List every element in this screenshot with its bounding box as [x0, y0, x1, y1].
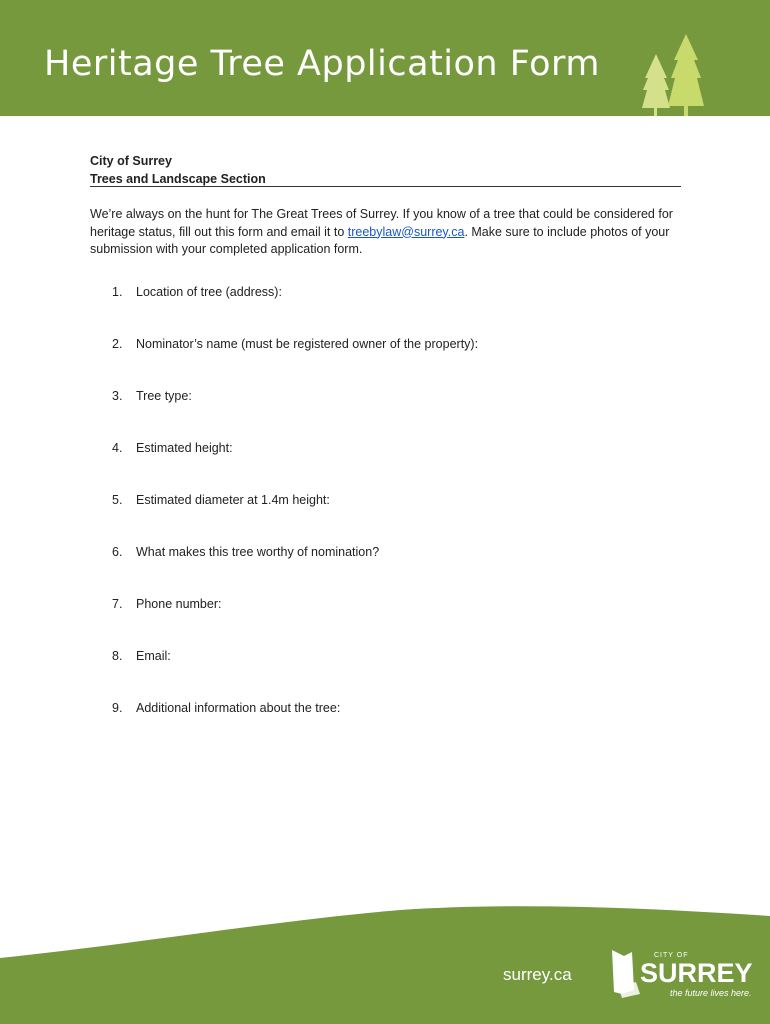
item-number: 3. [112, 389, 123, 403]
divider [90, 186, 681, 187]
item-label: Additional information about the tree: [136, 701, 341, 715]
email-link[interactable]: treebylaw@surrey.ca [347, 224, 465, 239]
org-block [90, 152, 681, 188]
item-number: 9. [112, 701, 123, 715]
item-number: 7. [112, 597, 123, 611]
item-label: What makes this tree worthy of nomination? [136, 545, 380, 559]
item-number: 6. [112, 545, 123, 559]
org-section: Trees and Landscape Section [90, 172, 266, 186]
item-label: Tree type: [136, 389, 192, 403]
item-label: Nominator’s name (must be registered owner of the property): [136, 337, 479, 351]
item-number: 2. [112, 337, 123, 351]
form-item-tree-type [112, 389, 192, 403]
form-item-diameter [112, 493, 330, 507]
form-item-nominator [112, 337, 478, 351]
item-label: Email: [136, 649, 171, 663]
item-label: Estimated diameter at 1.4m height: [136, 493, 330, 507]
intro-text-start: We’re always on the hunt for The Great Trees of Surrey. If you know of a tree that could be considered for heritage status, fill out this form and email it to [90, 207, 673, 239]
item-number: 1. [112, 285, 123, 299]
org-city: City of Surrey [90, 154, 172, 168]
intro-text-end: . Make sure to include photos of your submission with your completed application form. [90, 224, 670, 256]
item-number: 8. [112, 649, 123, 663]
form-item-additional [112, 701, 340, 715]
form-item-phone [112, 597, 221, 611]
item-number: 5. [112, 493, 123, 507]
item-label: Phone number: [136, 597, 222, 611]
page-title: Heritage Tree Application Form [44, 44, 600, 84]
trees-icon [636, 30, 716, 116]
form-item-location [112, 285, 282, 299]
item-label: Estimated height: [136, 441, 233, 455]
logo-city-of: CITY OF [654, 952, 689, 959]
intro-paragraph [90, 206, 690, 259]
website-url: surrey.ca [503, 965, 572, 984]
logo-wordmark: SURREY [640, 958, 753, 988]
form-item-email [112, 649, 171, 663]
form-item-worthiness [112, 545, 379, 559]
form-item-height [112, 441, 233, 455]
item-number: 4. [112, 441, 123, 455]
logo-tagline: the future lives here. [670, 988, 752, 998]
item-label: Location of tree (address): [136, 285, 282, 299]
